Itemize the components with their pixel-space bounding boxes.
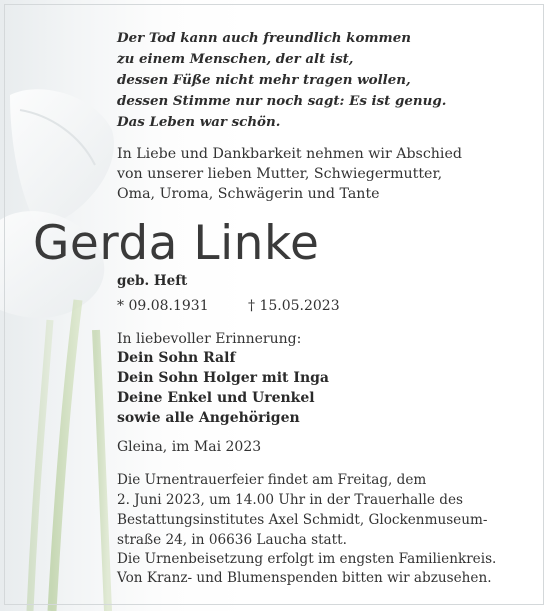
death-date: † 15.05.2023	[248, 298, 340, 314]
intro-line: von unserer lieben Mutter, Schwiegermutter,	[117, 166, 443, 182]
place-date: Gleina, im Mai 2023	[117, 439, 262, 455]
intro-line: In Liebe und Dankbarkeit nehmen wir Abschied	[117, 146, 462, 162]
deceased-name: Gerda Linke	[33, 216, 320, 271]
notice-line: Von Kranz- und Blumenspenden bitten wir abzusehen.	[117, 570, 492, 586]
notice-line: straße 24, in 06636 Laucha statt.	[117, 532, 347, 548]
notice-line: Die Urnentrauerfeier findet am Freitag, dem	[117, 472, 427, 488]
notice-line: Bestattungsinstitutes Axel Schmidt, Glockenmuseum-	[117, 512, 488, 528]
intro-line: Oma, Uroma, Schwägerin und Tante	[117, 186, 380, 202]
poem-line: dessen Stimme nur noch sagt: Es ist genug.	[117, 93, 447, 109]
mourner-line: Dein Sohn Ralf	[117, 350, 236, 366]
birth-date: * 09.08.1931	[117, 298, 209, 314]
poem-line: Der Tod kann auch freundlich kommen	[117, 30, 411, 46]
memory-heading: In liebevoller Erinnerung:	[117, 331, 302, 347]
poem-line: dessen Füße nicht mehr tragen wollen,	[117, 72, 411, 88]
poem-line: zu einem Menschen, der alt ist,	[117, 51, 354, 67]
mourner-line: sowie alle Angehörigen	[117, 410, 300, 426]
mourner-line: Deine Enkel und Urenkel	[117, 390, 315, 406]
mourner-line: Dein Sohn Holger mit Inga	[117, 370, 329, 386]
poem-line: Das Leben war schön.	[117, 114, 281, 130]
birth-name: geb. Heft	[117, 273, 188, 289]
notice-line: 2. Juni 2023, um 14.00 Uhr in der Trauerhalle des	[117, 492, 463, 508]
notice-line: Die Urnenbeisetzung erfolgt im engsten Familienkreis.	[117, 551, 497, 567]
